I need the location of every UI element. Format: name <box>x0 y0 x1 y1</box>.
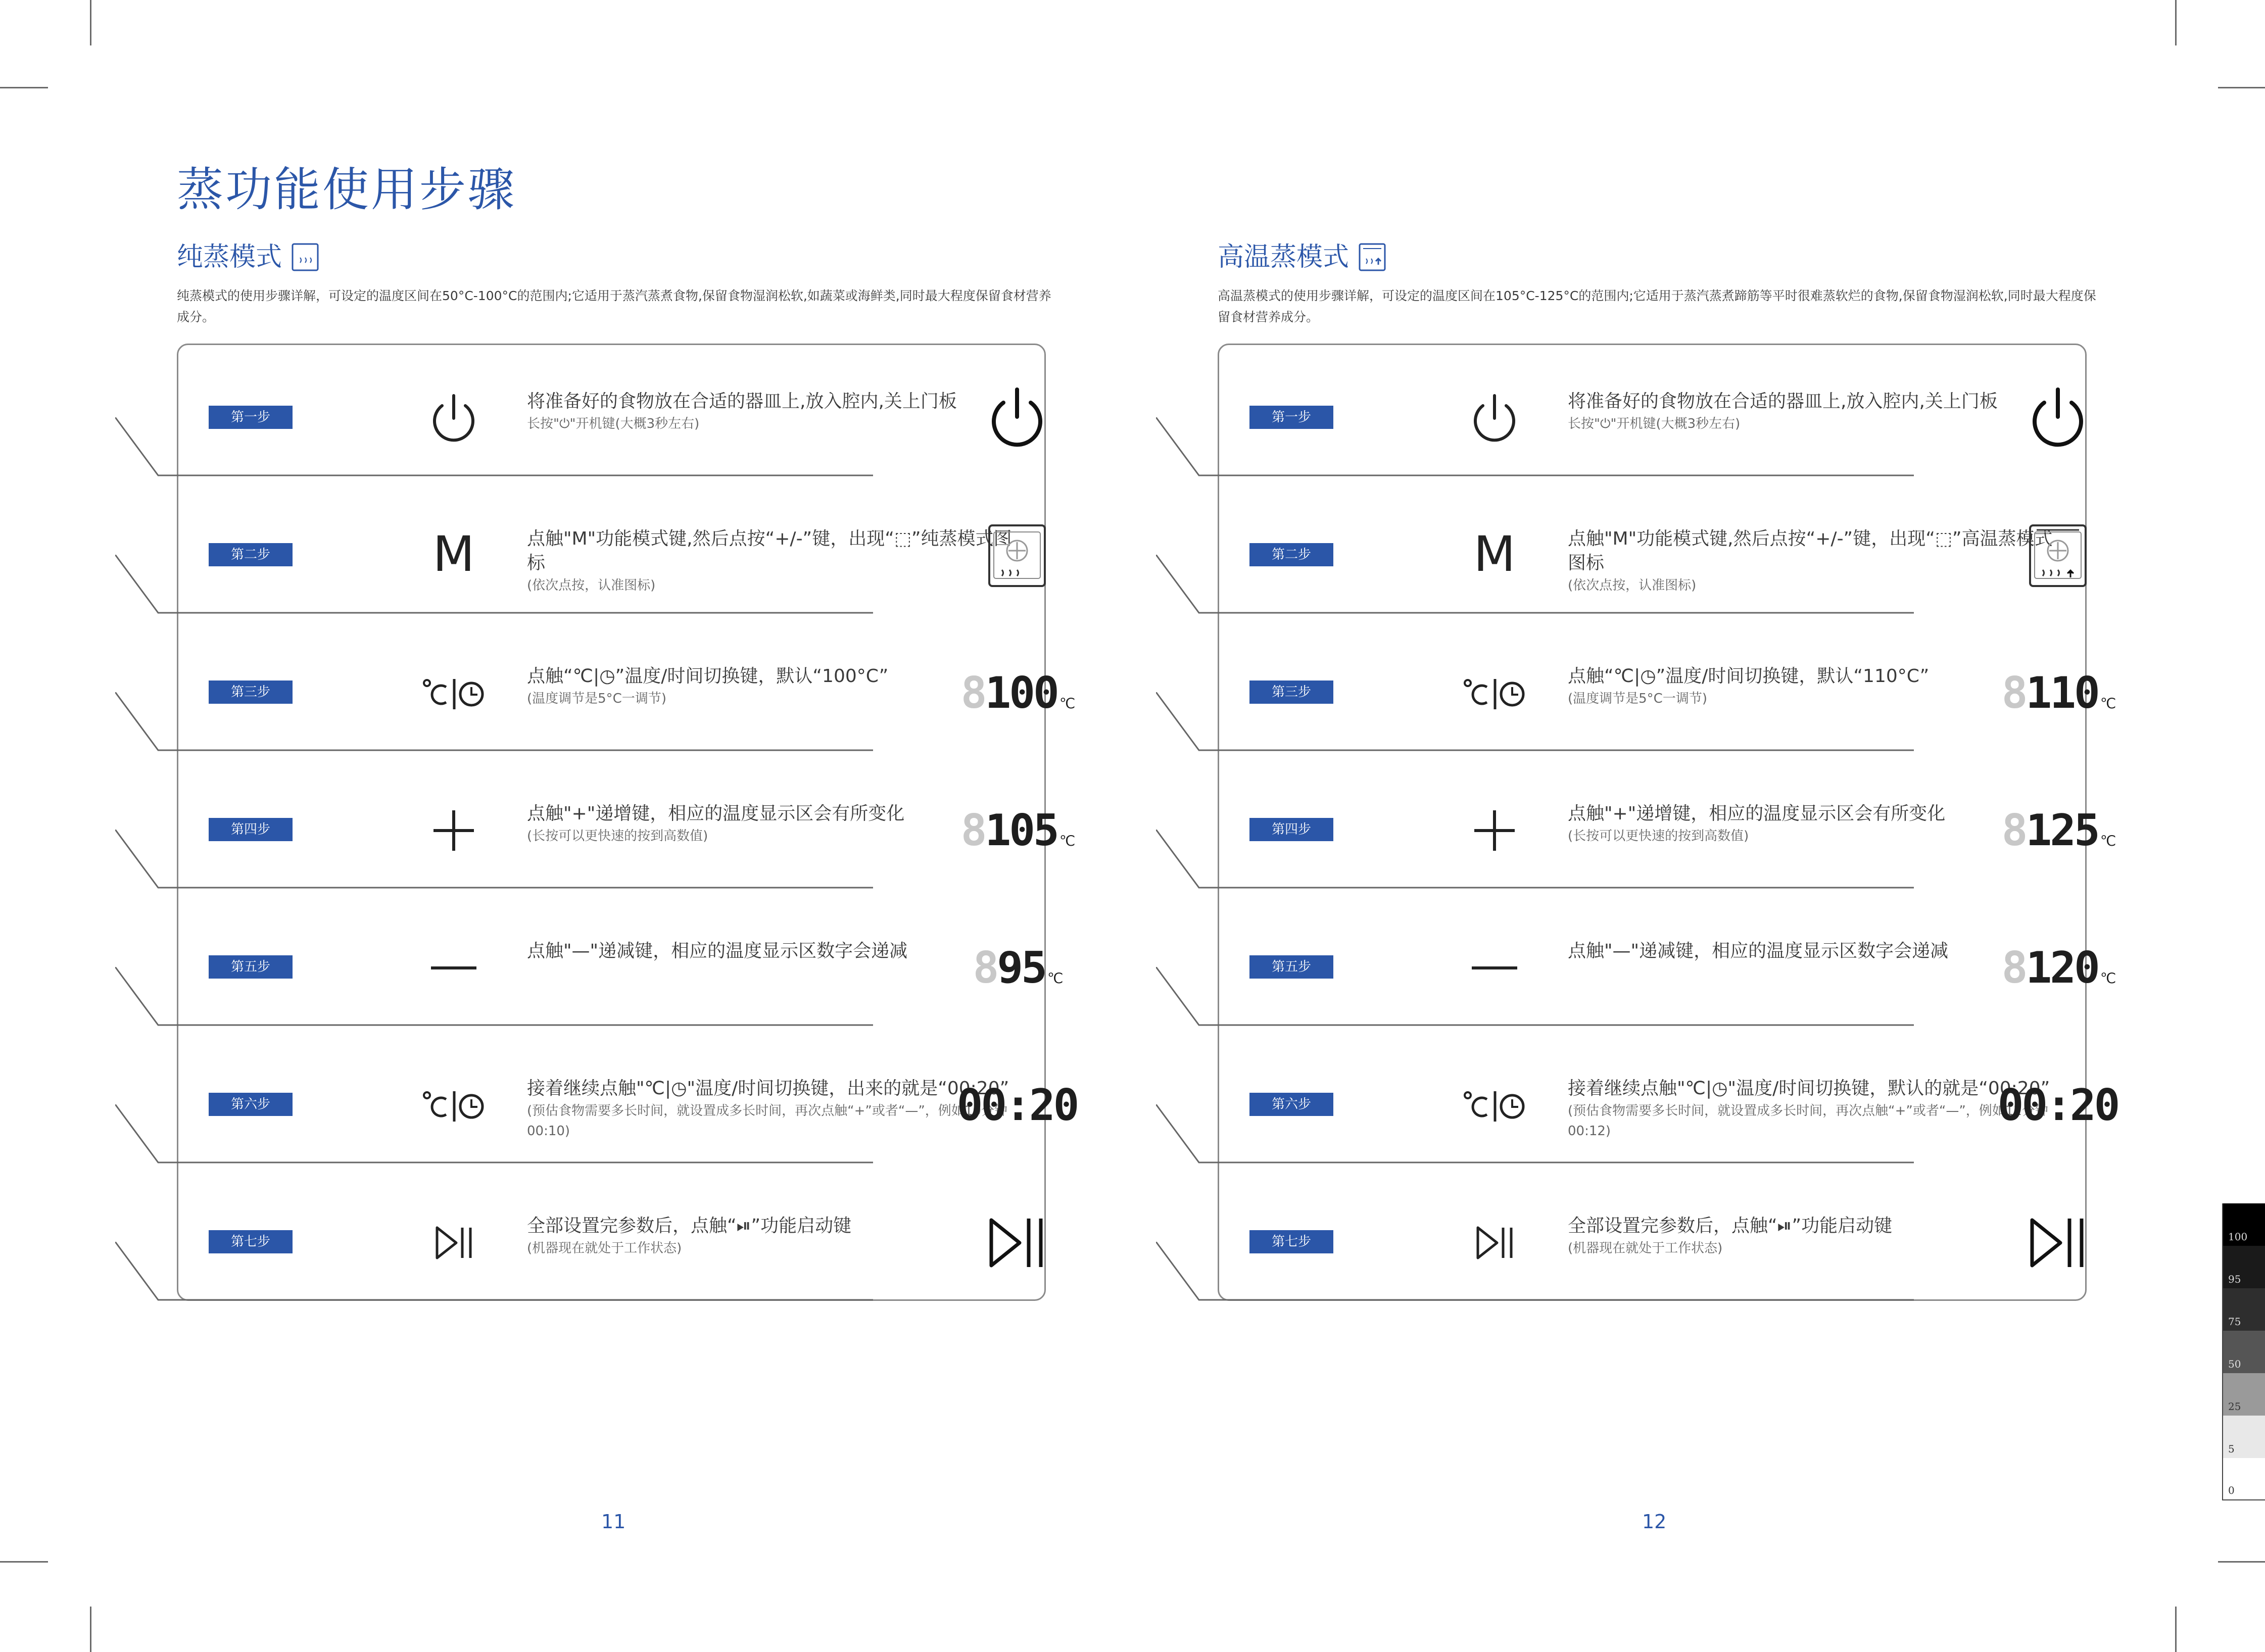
page-title: 蒸功能使用步骤 <box>177 163 517 217</box>
step-row <box>178 620 1074 757</box>
step-row <box>1219 620 2114 757</box>
step-row <box>1219 1032 2118 1170</box>
plus-icon <box>416 793 492 868</box>
page-number: 11 <box>601 1511 626 1533</box>
step-note-text: (预估食物需要多长时间，就设置成多长时间，再次点触“+”或者“—”，例如10分钟 00:10) <box>527 1103 1007 1139</box>
step-label: 第一步 <box>1249 406 1333 429</box>
step-instructions <box>1568 1077 2063 1141</box>
step-main-text: 将准备好的食物放在合适的器皿上,放入腔内,关上门板 <box>527 391 957 412</box>
step-main-text: 接着继续点触"℃|◷"温度/时间切换键，默认的就是“00:20” <box>1568 1078 2050 1099</box>
segment-unit: ℃ <box>1059 833 1074 849</box>
step-divider-line <box>1156 967 1914 1028</box>
m-key-icon <box>1457 518 1532 594</box>
gray-swatch <box>2222 1416 2265 1458</box>
step-main-text: 点触"+"递增键，相应的温度显示区会有所变化 <box>527 803 905 824</box>
steps-panel <box>177 344 1078 1301</box>
step-row <box>178 345 1047 482</box>
step-display <box>2007 1200 2108 1286</box>
power-icon <box>416 380 492 456</box>
segment-unit: ℃ <box>2100 970 2114 987</box>
step-row <box>1219 895 2114 1032</box>
play-pause-icon <box>1457 1205 1532 1281</box>
step-divider-line <box>115 967 873 1028</box>
step-main-text: 点触“℃|◷”温度/时间切换键，默认“100°C” <box>527 666 889 687</box>
swatch-label: 5 <box>2228 1443 2235 1455</box>
mode-description: 纯蒸模式的使用步骤详解，可设定的温度区间在50°C-100°C的范围内;它适用于蒸汽蒸煮食物,保留食物湿润松软,如蔬菜或海鲜类,同时最大程度保留食材营养成分。 <box>177 288 1051 324</box>
step-main-text: 点触"+"递增键，相应的温度显示区会有所变化 <box>1568 803 1946 824</box>
mode-title-text: 高温蒸模式 <box>1218 242 1350 272</box>
step-main-text: 点触"M"功能模式键,然后点按“+/-”键，出现“⬚”纯蒸模式图标 <box>527 528 1012 573</box>
step-instructions <box>1568 664 2063 709</box>
swatch-label: 0 <box>2228 1484 2235 1496</box>
temp-time-toggle-icon <box>1457 1067 1532 1143</box>
swatch-label: 100 <box>2228 1231 2248 1243</box>
gray-swatch <box>2222 1288 2265 1331</box>
step-note-text: (长按可以更快速的按到高数值) <box>527 829 708 844</box>
step-display <box>956 1062 1078 1148</box>
plus-icon <box>1457 793 1532 868</box>
step-label: 第二步 <box>1249 543 1333 566</box>
step-note-text: 长按"⏻"开机键(大概3秒左右) <box>1568 416 1741 431</box>
gray-swatch <box>2222 1458 2265 1500</box>
step-main-text: 点触"—"递减键，相应的温度显示区数字会递减 <box>1568 941 1949 961</box>
segment-unit: ℃ <box>2100 695 2114 712</box>
segment-value: 120 <box>2026 943 2098 993</box>
segment-readout <box>2001 805 2114 856</box>
crop-mark <box>0 1561 48 1563</box>
segment-readout <box>1997 1080 2118 1131</box>
steam-mode-icon <box>291 242 319 272</box>
segment-value: 95 <box>997 943 1045 993</box>
step-main-text: 全部设置完参数后，点触“⏯”功能启动键 <box>1568 1216 1893 1236</box>
step-label: 第七步 <box>209 1230 293 1253</box>
gray-swatch <box>2222 1246 2265 1288</box>
page-number: 12 <box>1642 1511 1667 1533</box>
step-instructions <box>1568 527 2063 596</box>
gray-swatch <box>2222 1331 2265 1373</box>
step-label: 第四步 <box>209 818 293 841</box>
segment-ghost: 8 <box>2001 805 2026 856</box>
swatch-label: 75 <box>2228 1316 2241 1328</box>
high-temp-steam-mode-icon <box>1358 242 1386 272</box>
step-label: 第一步 <box>209 406 293 429</box>
crop-mark <box>90 0 91 45</box>
step-row <box>1219 757 2114 895</box>
swatch-label: 95 <box>2228 1273 2241 1285</box>
svg-text:M: M <box>1473 528 1516 582</box>
step-row <box>1219 345 2088 482</box>
step-instructions <box>1568 939 2063 963</box>
step-instructions <box>527 390 1022 434</box>
mode-title <box>177 242 319 272</box>
segment-unit: ℃ <box>2100 833 2114 849</box>
segment-readout <box>2001 943 2114 993</box>
segment-ghost: 8 <box>960 805 985 856</box>
high-temp-steam-mode-display-icon <box>2028 523 2088 589</box>
step-instructions <box>1568 802 2063 846</box>
step-instructions <box>1568 390 2063 434</box>
segment-unit: ℃ <box>1047 970 1062 987</box>
segment-value: 125 <box>2026 805 2098 856</box>
mode-title <box>1218 242 1386 272</box>
step-main-text: 点触“℃|◷”温度/时间切换键，默认“110°C” <box>1568 666 1930 687</box>
segment-ghost: 8 <box>960 668 985 718</box>
step-note-text: (温度调节是5°C一调节) <box>527 691 666 706</box>
step-main-text: 点触"M"功能模式键,然后点按“+/-”键，出现“⬚”高温蒸模式图标 <box>1568 528 2053 573</box>
segment-readout <box>960 805 1074 856</box>
segment-value: 00:20 <box>1997 1080 2118 1131</box>
step-instructions <box>527 939 1022 963</box>
segment-ghost: 8 <box>2001 668 2026 718</box>
step-note-text: 长按"⏻"开机键(大概3秒左右) <box>527 416 700 431</box>
step-note-text: (机器现在就处于工作状态) <box>527 1241 682 1256</box>
step-row <box>178 482 1047 620</box>
step-label: 第二步 <box>209 543 293 566</box>
swatch-label: 50 <box>2228 1358 2241 1370</box>
step-display <box>2001 650 2114 736</box>
segment-value: 110 <box>2026 668 2098 718</box>
step-display <box>967 513 1068 599</box>
power-display-icon <box>984 385 1050 451</box>
step-display <box>2007 375 2108 461</box>
segment-readout <box>2001 668 2114 718</box>
temp-time-toggle-icon <box>416 655 492 731</box>
crop-mark <box>0 87 48 88</box>
step-display <box>967 375 1068 461</box>
step-instructions <box>527 664 1022 709</box>
segment-value: 00:20 <box>956 1080 1078 1131</box>
play-pause-display-icon <box>2025 1212 2091 1273</box>
step-row <box>178 1032 1078 1170</box>
step-main-text: 全部设置完参数后，点触“⏯”功能启动键 <box>527 1216 852 1236</box>
segment-value: 100 <box>985 668 1057 718</box>
step-note-text: (机器现在就处于工作状态) <box>1568 1241 1723 1256</box>
step-note-text: (预估食物需要多长时间，就设置成多长时间，再次点触“+”或者“—”，例如12分钟 00:12) <box>1568 1103 2048 1139</box>
power-icon <box>1457 380 1532 456</box>
step-row <box>178 895 1062 1032</box>
temp-time-toggle-icon <box>1457 655 1532 731</box>
step-instructions <box>527 802 1022 846</box>
step-row <box>178 757 1074 895</box>
segment-readout <box>960 668 1074 718</box>
step-label: 第六步 <box>1249 1093 1333 1116</box>
step-main-text: 接着继续点触"℃|◷"温度/时间切换键，出来的就是“00:20” <box>527 1078 1009 1099</box>
step-note-text: (依次点按，认准图标) <box>1568 578 1697 593</box>
step-display <box>960 650 1074 736</box>
swatch-label: 25 <box>2228 1400 2241 1413</box>
step-display <box>2001 925 2114 1011</box>
step-display <box>960 788 1074 873</box>
crop-mark <box>90 1607 91 1652</box>
step-row <box>1219 1170 2088 1307</box>
segment-readout <box>973 943 1062 993</box>
page-left <box>147 0 1188 1652</box>
step-instructions <box>527 1077 1022 1141</box>
step-row <box>178 1170 1047 1307</box>
page-right <box>1187 0 2229 1652</box>
step-instructions <box>527 527 1022 596</box>
segment-ghost: 8 <box>2001 943 2026 993</box>
step-label: 第四步 <box>1249 818 1333 841</box>
step-display <box>967 925 1068 1011</box>
segment-unit: ℃ <box>1059 695 1074 712</box>
temp-time-toggle-icon <box>416 1067 492 1143</box>
step-display <box>2001 788 2114 873</box>
step-instructions <box>1568 1214 2063 1258</box>
play-pause-icon <box>416 1205 492 1281</box>
step-instructions <box>527 1214 1022 1258</box>
steam-mode-display-icon <box>987 523 1047 589</box>
gray-swatch <box>2222 1373 2265 1416</box>
step-row <box>1219 482 2088 620</box>
steps-panel <box>1218 344 2118 1301</box>
step-label: 第七步 <box>1249 1230 1333 1253</box>
step-label: 第三步 <box>209 681 293 704</box>
segment-value: 105 <box>985 805 1057 856</box>
color-calibration-strip <box>2222 1203 2265 1500</box>
step-note-text: (依次点按，认准图标) <box>527 578 656 593</box>
step-note-text: (长按可以更快速的按到高数值) <box>1568 829 1749 844</box>
step-label: 第六步 <box>209 1093 293 1116</box>
step-label: 第五步 <box>1249 955 1333 979</box>
segment-readout <box>956 1080 1078 1131</box>
play-pause-display-icon <box>984 1212 1050 1273</box>
gray-swatch <box>2222 1203 2265 1246</box>
step-label: 第五步 <box>209 955 293 979</box>
step-display <box>1997 1062 2118 1148</box>
m-key-icon <box>416 518 492 594</box>
step-main-text: 点触"—"递减键，相应的温度显示区数字会递减 <box>527 941 908 961</box>
mode-title-text: 纯蒸模式 <box>177 242 282 272</box>
step-label: 第三步 <box>1249 681 1333 704</box>
svg-text:M: M <box>432 528 475 582</box>
segment-ghost: 8 <box>973 943 997 993</box>
step-display <box>967 1200 1068 1286</box>
step-main-text: 将准备好的食物放在合适的器皿上,放入腔内,关上门板 <box>1568 391 1998 412</box>
mode-description: 高温蒸模式的使用步骤详解，可设定的温度区间在105°C-125°C的范围内;它适用于蒸汽蒸煮蹄筋等平时很难蒸软烂的食物,保留食物湿润松软,同时最大程度保留食材营养成分。 <box>1218 288 2096 324</box>
step-display <box>2007 513 2108 599</box>
power-display-icon <box>2025 385 2091 451</box>
step-note-text: (温度调节是5°C一调节) <box>1568 691 1707 706</box>
minus-icon <box>1457 930 1532 1006</box>
minus-icon <box>416 930 492 1006</box>
